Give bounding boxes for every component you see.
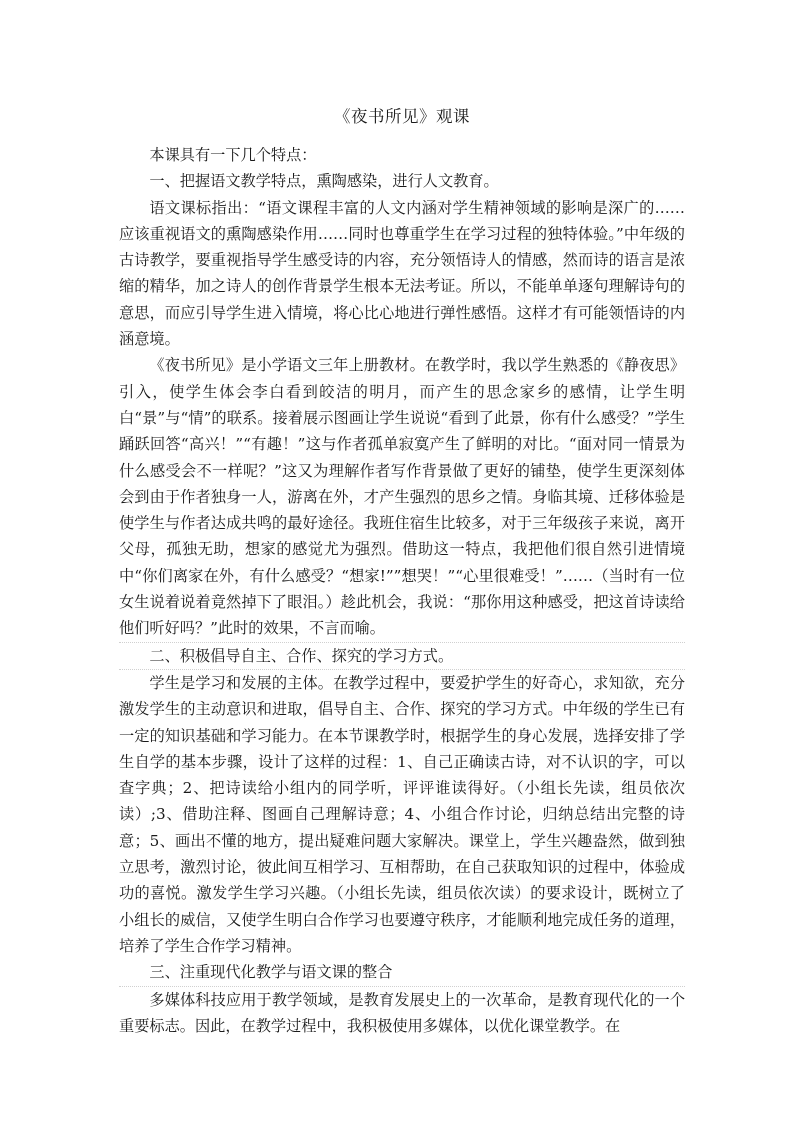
section-heading-3: 三、注重现代化教学与语文课的整合 [119, 959, 685, 986]
body-paragraph: 《夜书所见》是小学语文三年上册教材。在教学时，我以学生熟悉的《静夜思》引入，使学生体会李白看到皎洁的明月，而产生的思念家乡的感情，让学生明白“景”与“情”的联系。接着展示图画让学生说说“看到了此景，你有什么感受？”学生踊跃回答“高兴！”“有趣！”这与作者孤单寂寞产生了鲜明的对比。“面对同一情景为什么感受会不一样呢？”这又为理解作者写作背景做了更好的铺垫，使学生更深刻体会到由于作者独身一人，游离在外，才产生强烈的思乡之情。身临其境、迁移体验是使学生与作者达成共鸣的最好途径。我班住宿生比较多，对于三年级孩子来说，离开父母，孤独无助，想家的感觉尤为强烈。借助这一特点，我把他们很自然引进情境中“你们离家在外，有什么感受？“想家!””想哭！”“心里很难受！”……（当时有一位女生说着说着竟然掉下了眼泪。）趁此机会，我说：“那你用这种感受，把这首诗读给他们听好吗？”此时的效果，不言而喻。 [119, 352, 685, 642]
document-title: 《夜书所见》观课 [334, 107, 470, 126]
body-paragraph: 多媒体科技应用于教学领域，是教育发展史上的一次革命，是教育现代化的一个重要标志。因此，在教学过程中，我积极使用多媒体，以优化课堂教学。在 [119, 990, 685, 1035]
intro-paragraph: 本课具有一下几个特点： [149, 146, 317, 164]
document-page [119, 104, 685, 1039]
section-heading-1: 一、把握语文教学特点，熏陶感染，进行人文教育。 [149, 172, 499, 191]
section-heading-2: 二、积极倡导自主、合作、探究的学习方式。 [119, 643, 685, 670]
body-paragraph: 学生是学习和发展的主体。在教学过程中，要爱护学生的好奇心，求知欲，充分激发学生的主动意识和进取，倡导自主、合作、探究的学习方式。中年级的学生已有一定的知识基础和学习能力。在本节课教学时，根据学生的身心发展，选择安排了学生自学的基本步骤，设计了这样的过程：1、自己正确读古诗，对不认识的字，可以查字典；2、把诗读给小组内的同学听，评评谁读得好。（小组长先读，组员依次读）;3、借助注释、图画自己理解诗意；4、小组合作讨论，归纳总结出完整的诗意；5、画出不懂的地方，提出疑难问题大家解决。课堂上，学生兴趣盎然，做到独立思考，激烈讨论，彼此间互相学习、互相帮助，在自己获取知识的过程中，体验成功的喜悦。激发学生学习兴趣。（小组长先读，组员依次读）的要求设计，既树立了小组长的威信，又使学生明白合作学习也要遵守秩序，才能顺利地完成任务的道理，培养了学生合作学习精神。 [119, 673, 685, 955]
body-paragraph: 语文课标指出：“语文课程丰富的人文内涵对学生精神领域的影响是深广的……应该重视语文的熏陶感染作用……同时也尊重学生在学习过程的独特体验。”中年级的古诗教学，要重视指导学生感受诗的内容，充分领悟诗人的情感，然而诗的语言是浓缩的精华，加之诗人的创作背景学生根本无法考证。所以，不能单单逐句理解诗句的意思，而应引导学生进入情境，将心比心地进行弹性感悟。这样才有可能领悟诗的内涵意境。 [119, 198, 685, 349]
